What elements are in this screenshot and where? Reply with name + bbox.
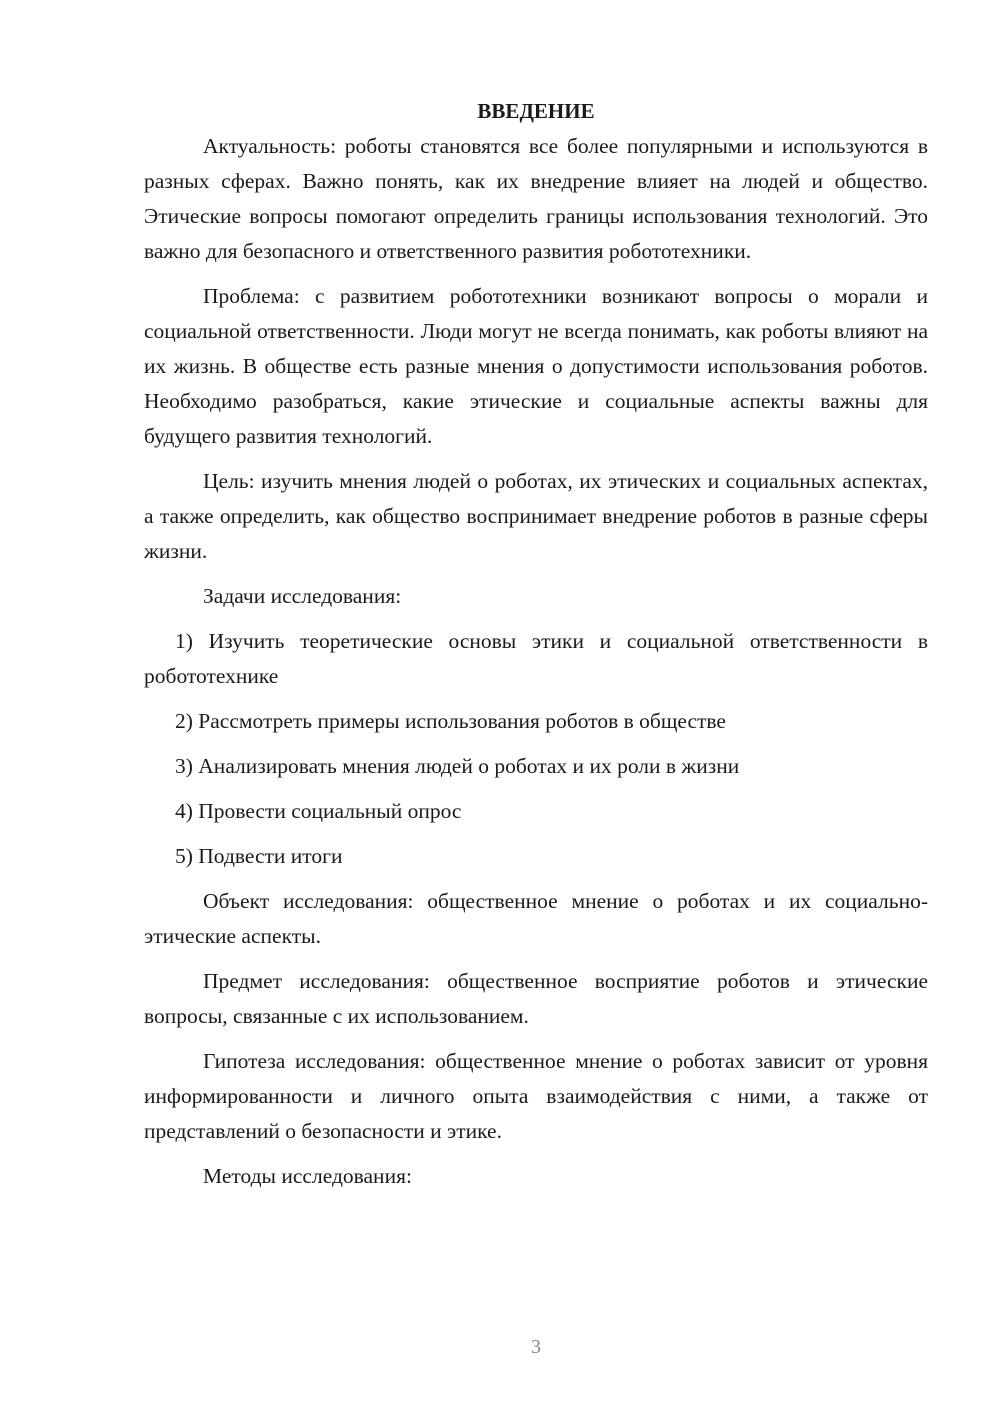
task-item-1: 1) Изучить теоретические основы этики и социальной ответственности в робототехнике (144, 629, 928, 688)
paragraph-relevance: Актуальность: роботы становятся все более популярными и используются в разных сферах. Важно понять, как их внедрение влияет на людей и общество. Этические вопросы помогают определить границы использования технологий. Это важно для безопасного и ответственного развития робототехники. (144, 134, 928, 263)
page-number: 3 (531, 1336, 541, 1358)
task-item-3: 3) Анализировать мнения людей о роботах и их роли в жизни (175, 754, 740, 778)
section-heading: ВВЕДЕНИЕ (477, 99, 595, 123)
task-item-4: 4) Провести социальный опрос (175, 799, 462, 823)
paragraph-tasks-title: Задачи исследования: (203, 584, 402, 608)
paragraph-hypothesis: Гипотеза исследования: общественное мнение о роботах зависит от уровня информированности и личного опыта взаимодействия с ними, а также от представлений о безопасности и этике. (144, 1049, 928, 1143)
task-item-2: 2) Рассмотреть примеры использования роботов в обществе (175, 709, 726, 733)
document-page (144, 94, 928, 1204)
paragraph-object: Объект исследования: общественное мнение о роботах и их социально-этические аспекты. (144, 889, 928, 948)
paragraph-goal: Цель: изучить мнения людей о роботах, их этических и социальных аспектах, а также определить, как общество воспринимает внедрение роботов в разные сферы жизни. (144, 469, 928, 563)
task-item-5: 5) Подвести итоги (175, 844, 343, 868)
paragraph-subject: Предмет исследования: общественное восприятие роботов и этические вопросы, связанные с их использованием. (144, 969, 928, 1028)
paragraph-methods: Методы исследования: (203, 1164, 412, 1188)
paragraph-problem: Проблема: с развитием робототехники возникают вопросы о морали и социальной ответственности. Люди могут не всегда понимать, как роботы влияют на их жизнь. В обществе есть разные мнения о допустимости использования роботов. Необходимо разобраться, какие этические и социальные аспекты важны для будущего развития технологий. (144, 284, 928, 448)
